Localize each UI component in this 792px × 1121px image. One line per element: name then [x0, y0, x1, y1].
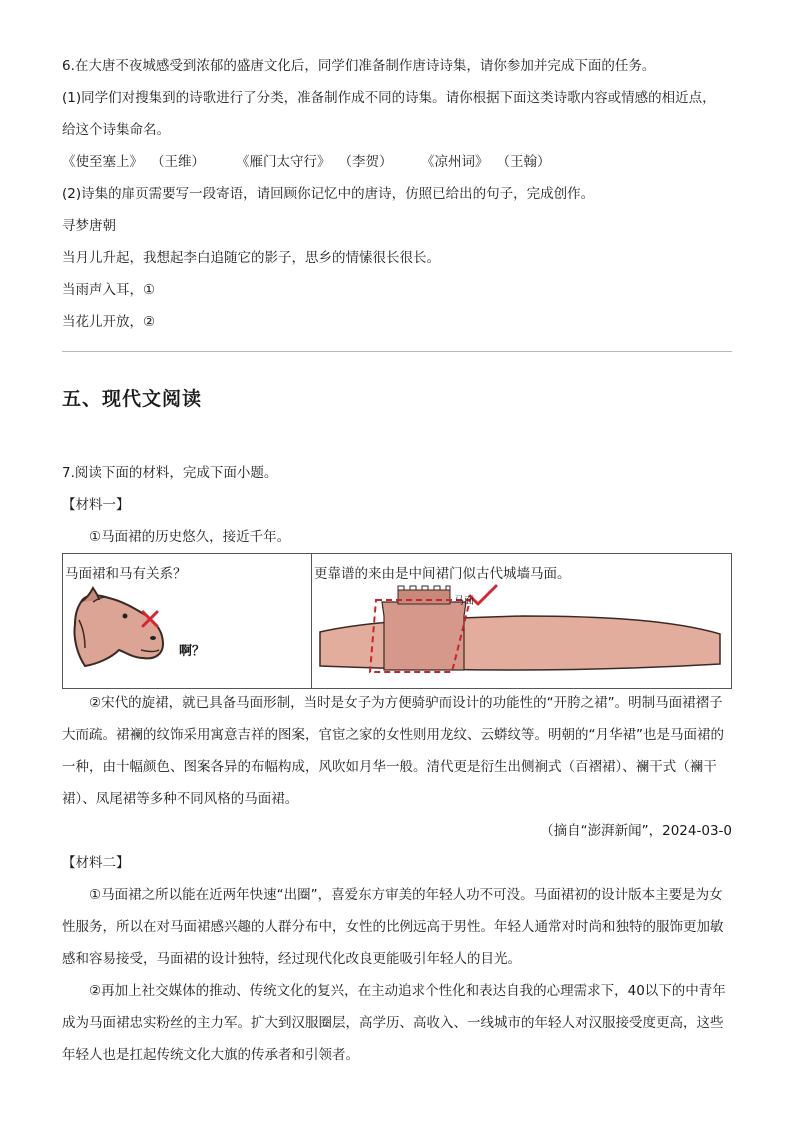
left-caption: 马面裙和马有关系？ [65, 566, 187, 582]
poem-author: （王维） [151, 154, 205, 170]
q6-sentence-3: 当花儿开放，② [62, 314, 156, 330]
wall-label: 马面 [454, 596, 474, 607]
material-1-illustration-table [62, 553, 732, 689]
q7-intro: 7.阅读下面的材料，完成下面小题。 [62, 465, 278, 481]
city-wall-icon [320, 586, 720, 672]
material-1-paragraph-2: ②宋代的旋裙，就已具备马面形制，当时是女子为方便骑驴而设计的功能性的“开胯之裙”。明制马面裙褶子大而疏。裙襕的纹饰采用寓意吉祥的图案，官宦之家的女性则用龙纹、云蟒纹等。明朝的“月华裙”也是马面裙的一种，由十幅颜色、图案各异的布幅构成，风吹如月华一般。清代更是衍生出侧裥式（百褶裙）、襕干式（襕干裙）、凤尾裙等多种不同风格的马面裙。 [62, 695, 724, 807]
q6-sentence-2: 当雨声入耳，① [62, 282, 156, 298]
poem-item [236, 152, 421, 172]
material-2-paragraph-2: ②再加上社交媒体的推动、传统文化的复兴，在主动追求个性化和表达自我的心理需求下，40以下的中青年成为马面裙忠实粉丝的主力军。扩大到汉服圈层，高学历、高收入、一线城市的年轻人对汉服接受度更高，这些年轻人也是扛起传统文化大旗的传承者和引领者。 [62, 983, 726, 1063]
section-title: 五、现代文阅读 [62, 388, 203, 410]
q6-intro: 6.在大唐不夜城感受到浓郁的盛唐文化后，同学们准备制作唐诗诗集，请你参加并完成下面的任务。 [62, 58, 656, 74]
material-2-paragraph-1: ①马面裙之所以能在近两年快速“出圈”，喜爱东方审美的年轻人功不可没。马面裙初的设计版本主要是为女性服务，所以在对马面裙感兴趣的人群分布中，女性的比例远高于男性。年轻人通常对时尚和独特的服饰更加敏感和容易接受，马面裙的设计独特，经过现代化改良更能吸引年轻人的目光。 [62, 887, 724, 967]
material-1-label: 【材料一】 [62, 497, 130, 513]
source-citation: （摘自“澎湃新闻”，2024-03-0 [540, 823, 732, 839]
poem-title: 《凉州词》 [421, 154, 489, 170]
poem-author: （李贺） [338, 154, 393, 170]
horse-head-illustration [63, 554, 311, 688]
q6-sentence-1: 当月儿升起，我想起李白追随它的影子，思乡的情愫很长很长。 [62, 250, 440, 266]
poem-item [62, 152, 236, 172]
q6-part1-line2: 给这个诗集命名。 [62, 122, 170, 138]
material-2-label: 【材料二】 [62, 855, 130, 871]
poem-title: 《使至塞上》 [62, 154, 143, 170]
q6-heading: 寻梦唐朝 [62, 218, 116, 234]
right-caption: 更靠谱的来由是中间裙门似古代城墙马面。 [314, 566, 571, 582]
q6-part2: (2)诗集的扉页需要写一段寄语，请回顾你记忆中的唐诗，仿照已给出的句子，完成创作。 [62, 186, 595, 202]
material-1-paragraph-1: ①马面裙的历史悠久，接近千年。 [89, 529, 291, 545]
poem-title: 《雁门太守行》 [236, 154, 331, 170]
illustration-right-cell [312, 554, 732, 689]
illustration-left-cell [63, 554, 312, 689]
poem-list [62, 152, 551, 172]
poem-author: （王翰） [496, 154, 551, 170]
q6-part1-line1: (1)同学们对搜集到的诗歌进行了分类，准备制作成不同的诗集。请你根据下面这类诗歌内容或情感的相近点， [62, 90, 716, 106]
divider [62, 351, 732, 352]
horse-head-icon [74, 588, 163, 666]
exclamation-text: 啊？ [179, 644, 206, 659]
poem-item [421, 152, 551, 172]
city-wall-illustration [312, 554, 732, 688]
